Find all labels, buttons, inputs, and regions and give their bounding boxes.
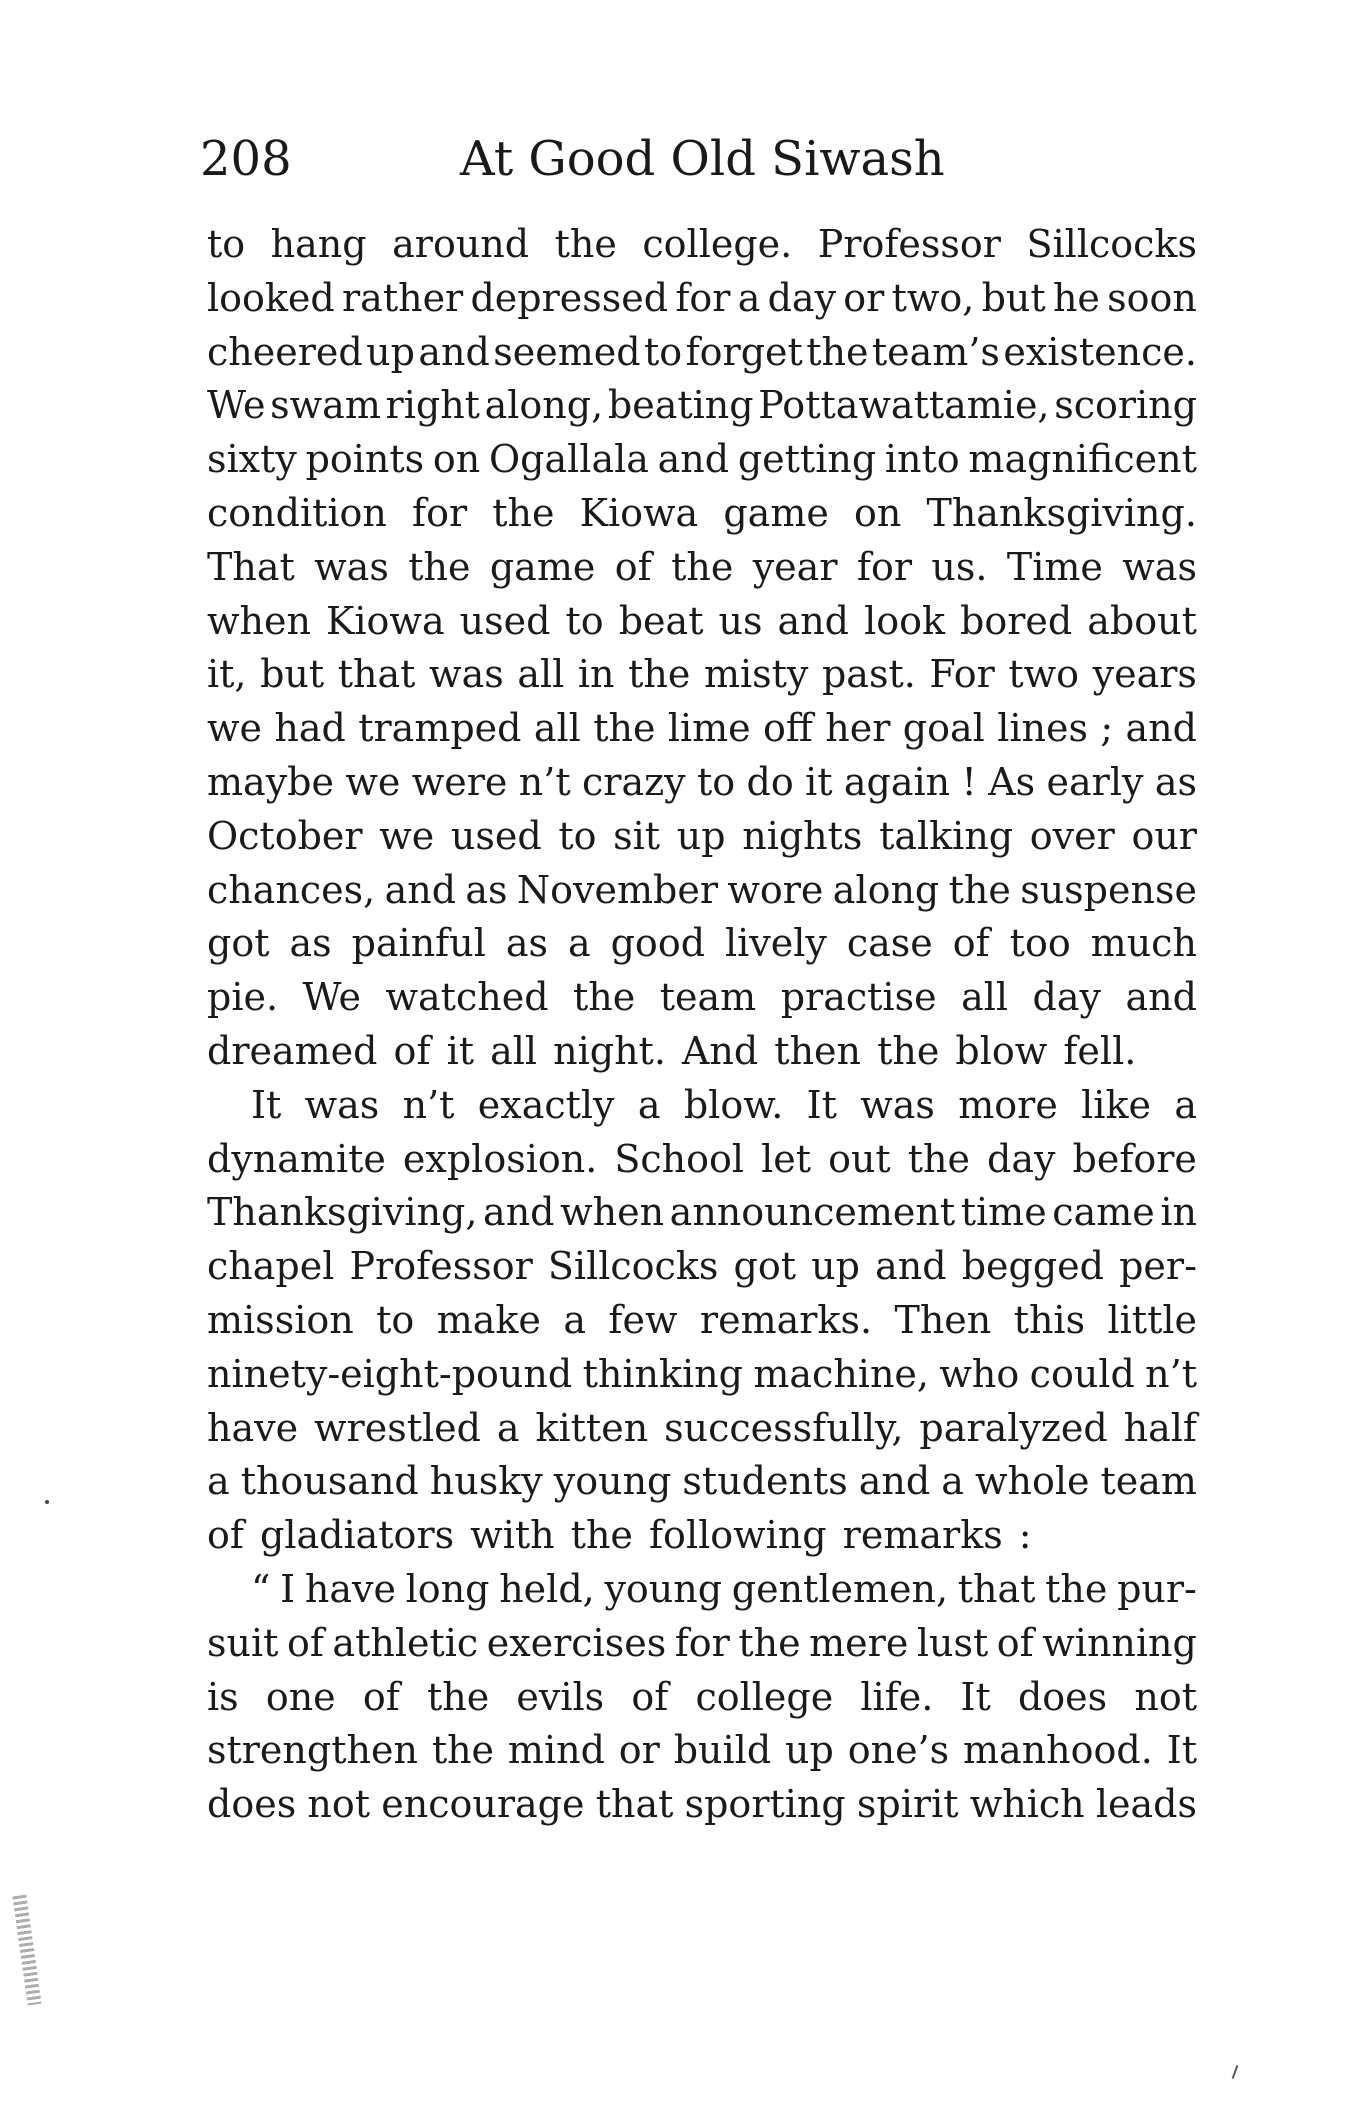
scan-tick-mark — [1232, 2065, 1239, 2079]
text-line: have wrestled a kitten successfully, paralyzed half — [207, 1405, 1197, 1450]
text-line: ninety-eight-pound thinking machine, who could n’t — [207, 1351, 1197, 1396]
text-line: mission to make a few remarks. Then this little — [207, 1297, 1197, 1342]
text-line: a thousand husky young students and a whole team — [207, 1459, 1197, 1504]
text-line: when Kiowa used to beat us and look bored about — [207, 598, 1197, 643]
page-header — [200, 124, 1200, 194]
text-line: dynamite explosion. School let out the day before — [207, 1136, 1197, 1181]
scan-speck — [45, 1500, 49, 1504]
text-line: does not encourage that sporting spirit which leads — [207, 1782, 1197, 1827]
text-line: sixty points on Ogallala and getting into magnificent — [207, 437, 1197, 482]
text-line: It was n’t exactly a blow. It was more like a — [251, 1082, 1197, 1127]
text-line: we had tramped all the lime off her goal lines ; and — [207, 706, 1197, 751]
text-line: it, but that was all in the misty past. For two years — [207, 652, 1197, 697]
text-line: Thanksgiving, and when announcement time came in — [207, 1190, 1197, 1235]
text-line: chapel Professor Sillcocks got up and begged per- — [207, 1244, 1197, 1289]
text-line: looked rather depressed for a day or two, but he soon — [207, 275, 1197, 320]
page-number: 208 — [200, 131, 292, 187]
text-line: “ I have long held, young gentlemen, that the pur- — [251, 1566, 1197, 1611]
text-line: We swam right along, beating Pottawattamie, scoring — [207, 383, 1197, 428]
text-line: of gladiators with the following remarks : — [207, 1513, 1032, 1558]
text-line: pie. We watched the team practise all day and — [207, 975, 1197, 1020]
text-line: condition for the Kiowa game on Thanksgiving. — [207, 490, 1197, 535]
text-line: That was the game of the year for us. Time was — [207, 544, 1197, 589]
text-line: chances, and as November wore along the suspense — [207, 867, 1197, 912]
text-line: cheered up and seemed to forget the team’s existence. — [207, 329, 1197, 374]
running-title: At Good Old Siwash — [460, 131, 945, 187]
text-line: is one of the evils of college life. It does not — [207, 1674, 1197, 1719]
text-line: suit of athletic exercises for the mere lust of winning — [207, 1620, 1197, 1665]
text-line: to hang around the college. Professor Sillcocks — [207, 222, 1197, 266]
text-line: October we used to sit up nights talking over our — [207, 813, 1197, 858]
text-line: got as painful as a good lively case of too much — [207, 921, 1197, 966]
text-line: dreamed of it all night. And then the blow fell. — [207, 1028, 1137, 1073]
body-text — [207, 218, 1197, 1832]
text-line: strengthen the mind or build up one’s manhood. It — [207, 1728, 1197, 1773]
library-stamp-mark — [12, 1895, 41, 2006]
text-line: maybe we were n’t crazy to do it again ! As early as — [207, 759, 1197, 804]
